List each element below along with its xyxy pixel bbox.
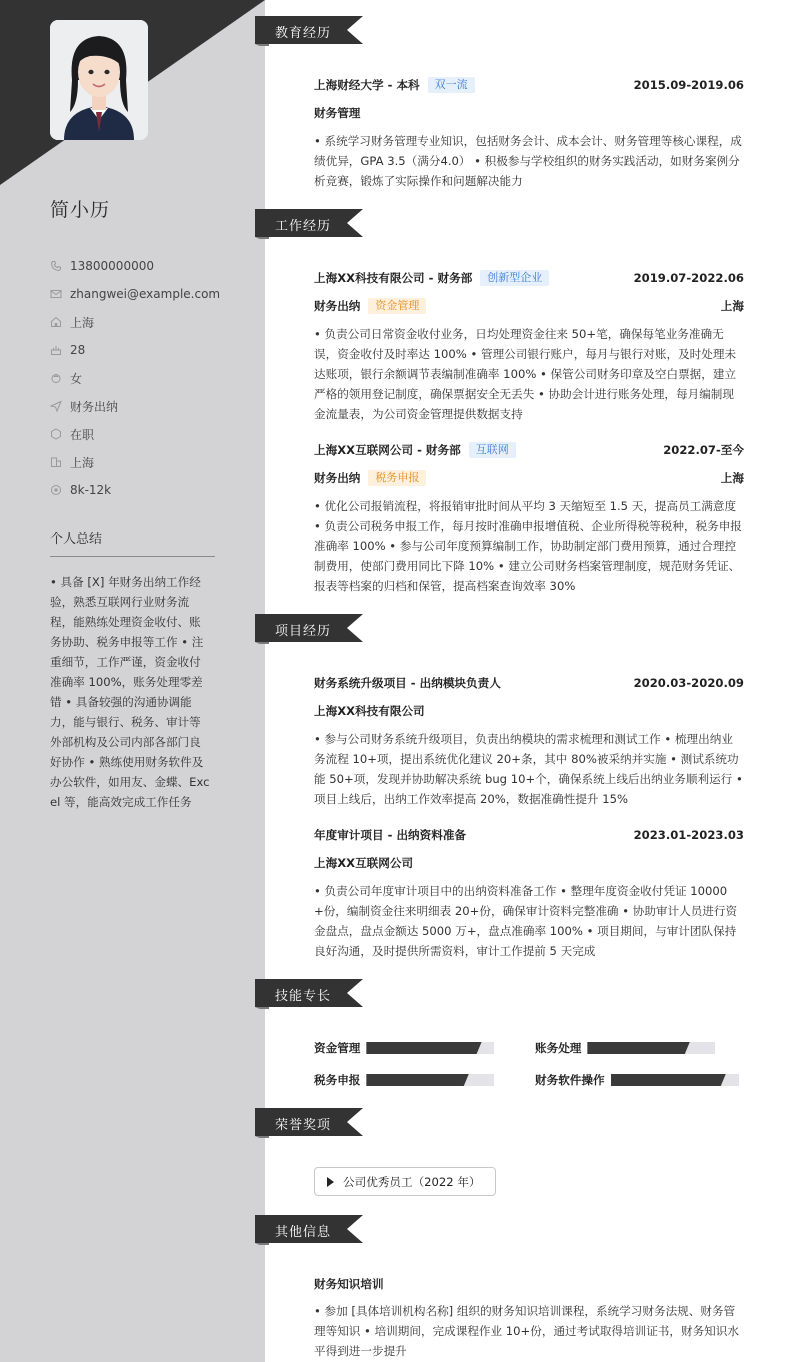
- skill-name: 资金管理: [314, 1041, 361, 1055]
- project-1-description: • 参与公司财务系统升级项目，负责出纳模块的需求梳理和测试工作 • 梳理出纳业务流程 10+项，提出系统优化建议 20+条，其中 80%被采纳并实施 • 测试系统功能 50+项，发现并协助解决系统 bug 10+个，确保系统上线后出纳业务顺利运行 • 项目上线后，出纳工作效率提高 20%，数据准确性提升 15%: [314, 732, 743, 806]
- triangle-bullet-icon: [327, 1177, 334, 1187]
- skill-item: [314, 1040, 494, 1056]
- work-item-2-position: [314, 469, 744, 487]
- skill-bar-fill: [611, 1074, 726, 1086]
- section-tab: [255, 16, 363, 44]
- project-1-header: [314, 674, 744, 692]
- position-name: 财务出纳: [314, 299, 361, 313]
- contact-email: [50, 280, 250, 308]
- position-tag: 税务申报: [368, 470, 426, 486]
- skill-item: [535, 1040, 715, 1056]
- project-period: 2023.01-2023.03: [633, 828, 744, 842]
- other-item-name: 财务知识培训: [314, 1277, 384, 1291]
- project-org: 上海XX互联网公司: [314, 856, 414, 870]
- skill-bar: [587, 1042, 715, 1054]
- contact-value: 8k-12k: [70, 483, 112, 497]
- work-period: 2019.07-2022.06: [633, 271, 744, 285]
- position-name: 财务出纳: [314, 471, 361, 485]
- section-title: 其他信息: [275, 1225, 332, 1240]
- work-city: 上海: [720, 471, 744, 485]
- position-tag: 资金管理: [368, 298, 426, 314]
- project-2-org-row: [314, 854, 744, 872]
- gender-icon: [50, 372, 62, 384]
- contact-status: [50, 420, 250, 448]
- school-name: 上海财经大学 - 本科: [314, 78, 420, 92]
- project-name: 年度审计项目 - 出纳资料准备: [314, 828, 467, 842]
- contact-salary: [50, 476, 250, 504]
- school-tag: 双一流: [428, 77, 475, 93]
- contact-value: 财务出纳: [70, 399, 119, 414]
- education-header: [314, 76, 744, 94]
- section-tab: [255, 1215, 363, 1243]
- contact-age: [50, 336, 250, 364]
- skill-bar: [366, 1042, 494, 1054]
- section-title: 工作经历: [275, 219, 332, 234]
- skill-name: 账务处理: [535, 1041, 582, 1055]
- section-title: 荣誉奖项: [275, 1118, 332, 1133]
- section-title: 技能专长: [275, 989, 332, 1004]
- candidate-name: 简小历: [50, 199, 111, 221]
- education-description: • 系统学习财务管理专业知识，包括财务会计、成本会计、财务管理等核心课程，成绩优异，GPA 3.5（满分4.0） • 积极参与学校组织的财务实践活动，如财务案例分析竞赛，锻炼了实际操作和问题解决能力: [314, 134, 742, 188]
- contact-value: zhangwei@example.com: [70, 287, 221, 301]
- city-icon: [50, 456, 62, 468]
- project-org: 上海XX科技有限公司: [314, 704, 425, 718]
- other-item-description: • 参加 [具体培训机构名称] 组织的财务知识培训课程，系统学习财务法规、财务管理等知识 • 培训期间，完成课程作业 10+份，通过考试取得培训证书，财务知识水平得到进一步提升: [314, 1304, 739, 1358]
- skill-name: 财务软件操作: [535, 1073, 605, 1087]
- work-item-2-description: • 优化公司报销流程，将报销审批时间从平均 3 天缩短至 1.5 天，提高员工满意度 • 负责公司税务申报工作，每月按时准确申报增值税、企业所得税等税种，税务申报准确率 100% • 参与公司年度预算编制工作，协助制定部门费用预算，通过合理控制费用，使部门费用同比下降 10% • 建立公司财务档案管理制度，规范财务凭证、报表等档案的归档和保管，提高档案查询效率 30%: [314, 499, 742, 593]
- project-2-description: • 负责公司年度审计项目中的出纳资料准备工作 • 整理年度资金收付凭证 10000+份，编制资金往来明细表 20+份，确保审计资料完整准确 • 协助审计人员进行资金盘点，盘点金额达 5000 万+，盘点准确率 100% • 项目期间，与审计团队保持良好沟通，及时提供所需资料，审计工作提前 5 天完成: [314, 884, 738, 958]
- education-period: 2015.09-2019.06: [633, 78, 744, 92]
- main-content: [255, 0, 794, 1362]
- project-1-org-row: [314, 702, 744, 720]
- target-position-icon: [50, 400, 62, 412]
- contact-value: 28: [70, 343, 86, 357]
- skill-item: [314, 1072, 494, 1088]
- company-name: 上海XX科技有限公司 - 财务部: [314, 271, 473, 285]
- section-title: 项目经历: [275, 624, 332, 639]
- section-title: 教育经历: [275, 26, 332, 41]
- skill-name: 税务申报: [314, 1073, 361, 1087]
- section-tab: [255, 1108, 363, 1136]
- work-period: 2022.07-至今: [663, 443, 744, 457]
- skill-bar: [611, 1074, 739, 1086]
- skill-item: [535, 1072, 739, 1088]
- company-tag: 互联网: [469, 442, 516, 458]
- contact-value: 上海: [70, 315, 95, 330]
- contact-list: [50, 252, 250, 504]
- work-item-1-position: [314, 297, 744, 315]
- company-tag: 创新型企业: [480, 270, 549, 286]
- location-icon: [50, 316, 62, 328]
- contact-value: 在职: [70, 427, 95, 442]
- project-name: 财务系统升级项目 - 出纳模块负责人: [314, 676, 501, 690]
- email-icon: [50, 288, 62, 300]
- project-period: 2020.03-2020.09: [633, 676, 744, 690]
- skill-bar-fill: [366, 1074, 468, 1086]
- summary-title: 个人总结: [50, 528, 215, 557]
- avatar: [50, 20, 148, 140]
- section-tab: [255, 614, 363, 642]
- contact-value: 13800000000: [70, 259, 154, 273]
- skill-bar: [366, 1074, 494, 1086]
- work-item-2-header: [314, 441, 744, 459]
- project-2-header: [314, 826, 744, 844]
- contact-city: [50, 448, 250, 476]
- contact-position: [50, 392, 250, 420]
- major: 财务管理: [314, 106, 361, 120]
- education-major-row: [314, 104, 744, 122]
- contact-value: 女: [70, 371, 83, 386]
- section-tab: [255, 209, 363, 237]
- contact-value: 上海: [70, 455, 95, 470]
- contact-phone: [50, 252, 250, 280]
- status-icon: [50, 428, 62, 440]
- contact-location: [50, 308, 250, 336]
- section-tab: [255, 979, 363, 1007]
- work-item-1-header: [314, 269, 744, 287]
- award-name: 公司优秀员工（2022 年）: [343, 1174, 481, 1189]
- skill-bar-fill: [366, 1042, 481, 1054]
- work-city: 上海: [720, 299, 744, 313]
- age-icon: [50, 344, 62, 356]
- work-item-1-description: • 负责公司日常资金收付业务，日均处理资金往来 50+笔，确保每笔业务准确无误，资金收付及时率达 100% • 管理公司银行账户，每月与银行对账，及时处理未达账项，银行余额调节表编制准确率 100% • 保管公司财务印章及空白票据，建立严格的领用登记制度，确保票据安全无丢失 • 协助会计进行账务处理，每月编制现金流量表，为公司资金管理提供数据支持: [314, 327, 737, 421]
- sidebar: [0, 0, 265, 1362]
- phone-icon: [50, 260, 62, 272]
- company-name: 上海XX互联网公司 - 财务部: [314, 443, 461, 457]
- skill-bar-fill: [587, 1042, 689, 1054]
- other-item-header: [314, 1275, 744, 1293]
- summary-text: • 具备 [X] 年财务出纳工作经验，熟悉互联网行业财务流程，能熟练处理资金收付、账务协助、税务申报等工作 • 注重细节，工作严谨，资金收付准确率 100%，账务处理零差错 • 具备较强的沟通协调能力，能与银行、税务、审计等外部机构及公司内部各部门良好协作 • 熟练使用财务软件及办公软件，如用友、金蝶、Excel 等，能高效完成工作任务: [50, 575, 210, 809]
- award-item: [314, 1167, 496, 1196]
- salary-icon: [50, 484, 62, 496]
- contact-gender: [50, 364, 250, 392]
